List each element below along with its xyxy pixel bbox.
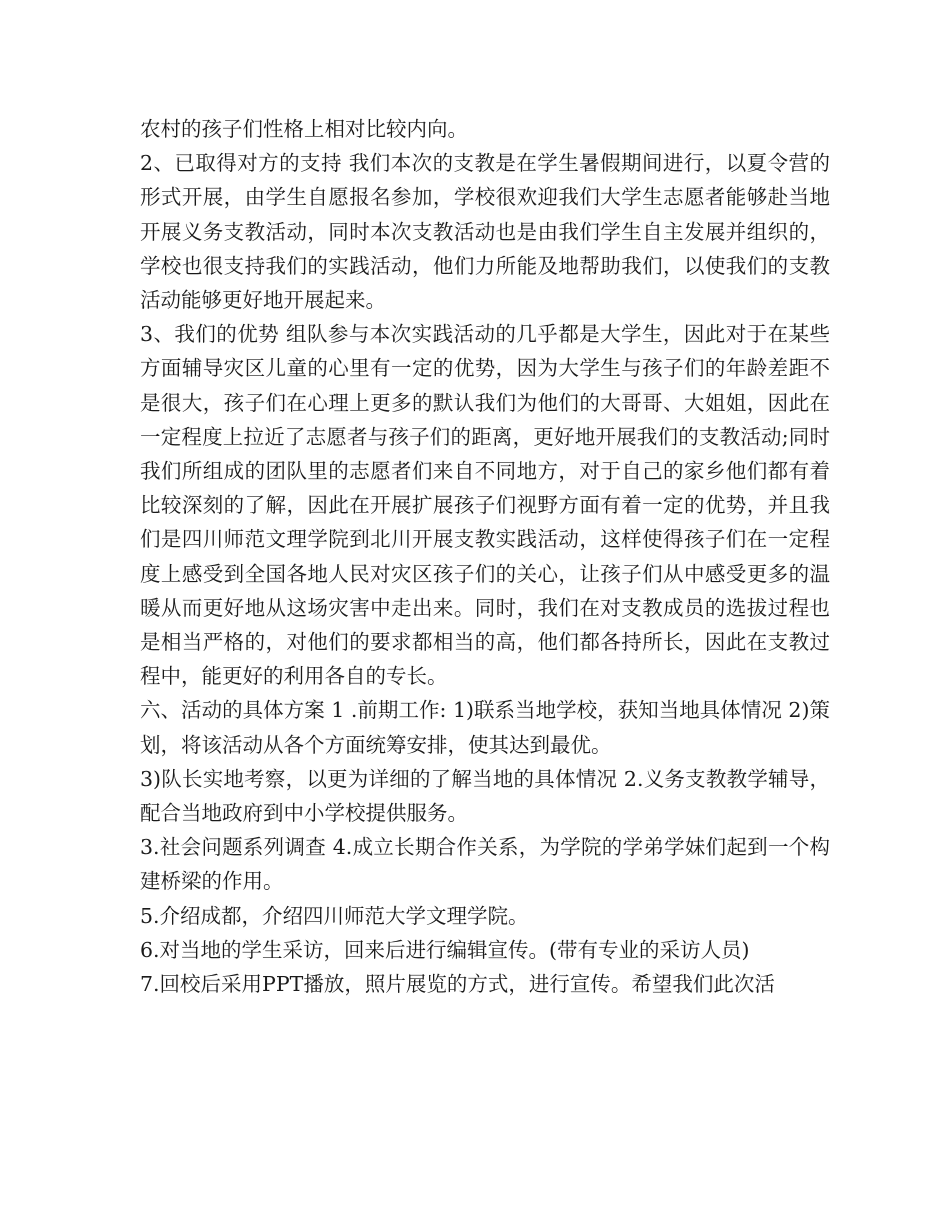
- paragraph-plan-preparation: 六、活动的具体方案 1 .前期工作: 1)联系当地学校，获知当地具体情况 2)策划，将该活动从各个方面统筹安排，使其达到最优。: [140, 698, 830, 757]
- paragraph-our-advantages: 3、我们的优势 组队参与本次实践活动的几乎都是大学生，因此对于在某些方面辅导灾区儿童的心里有一定的优势，因为大学生与孩子们的年龄差距不是很大，孩子们在心理上更多的默认我们为他们的大哥哥、大姐姐，因此在一定程度上拉近了志愿者与孩子们的距离，更好地开展我们的支教活动;同时我们所组成的团队里的志愿者们来自不同地方，对于自己的家乡他们都有着比较深刻的了解，因此在开展扩展孩子们视野方面有着一定的优势，并且我们是四川师范文理学院到北川开展支教实践活动，这样使得孩子们在一定程度上感受到全国各地人民对灾区孩子们的关心，让孩子们从中感受更多的温暖从而更好地从这场灾害中走出来。同时，我们在对支教成员的选拔过程也是相当严格的，对他们的要求都相当的高，他们都各持所长，因此在支教过程中，能更好的利用各自的专长。: [140, 322, 830, 689]
- paragraph-plan-inspection: 3)队长实地考察，以更为详细的了解当地的具体情况 2.义务支教教学辅导，配合当地政府到中小学校提供服务。: [140, 766, 830, 826]
- paragraph-support-obtained: 2、已取得对方的支持 我们本次的支教是在学生暑假期间进行，以夏令营的形式开展，由学生自愿报名参加，学校很欢迎我们大学生志愿者能够赴当地开展义务支教活动，同时本次支教活动也是由我们学生自主发展并组织的，学校也很支持我们的实践活动，他们力所能及地帮助我们，以使我们的支教活动能够更好地开展起来。: [140, 151, 830, 313]
- paragraph-plan-survey: 3.社会问题系列调查 4.成立长期合作关系，为学院的学弟学妹们起到一个构建桥梁的作用。: [140, 835, 830, 894]
- paragraph-plan-interview: 6.对当地的学生采访，回来后进行编辑宣传。(带有专业的采访人员): [140, 937, 750, 962]
- paragraph-plan-introduce: 5.介绍成都，介绍四川师范大学文理学院。: [140, 903, 529, 928]
- paragraph-plan-publicity: 7.回校后采用PPT播放，照片展览的方式，进行宣传。希望我们此次活: [140, 972, 775, 997]
- paragraph-intro-continuation: 农村的孩子们性格上相对比较内向。: [140, 117, 468, 141]
- document-body: [140, 112, 830, 1001]
